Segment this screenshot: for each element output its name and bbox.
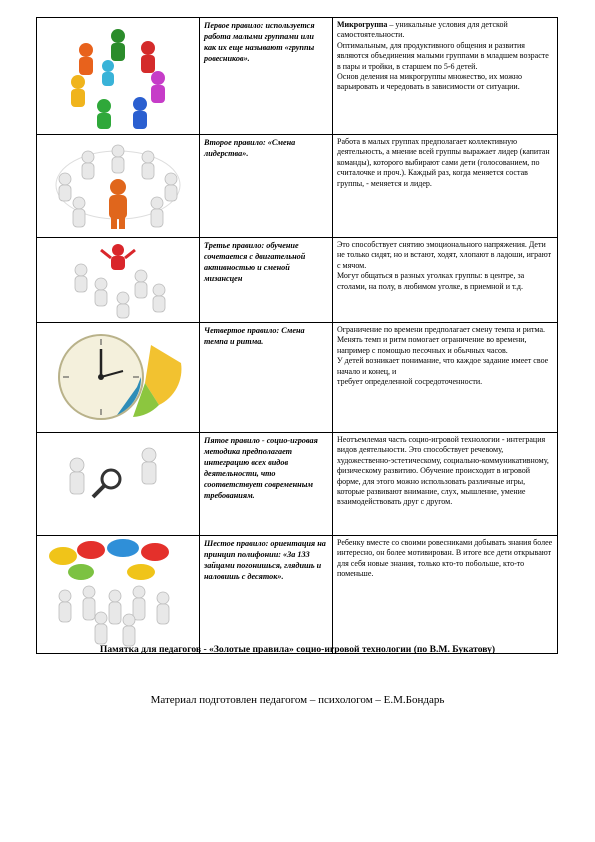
- rule-1-text: Первое правило: используется работа малыми группами или как их еще называют «группы ровесников».: [200, 18, 333, 135]
- rule-1-desc-line: – уникальные условия для детской самостоятельности.: [337, 20, 508, 40]
- author-footer: Материал подготовлен педагогом – психологом – Е.М.Бондарь: [150, 694, 445, 706]
- rule-4-text: Четвертое правило: Смена темпа и ритма.: [200, 323, 333, 433]
- table-row: [37, 238, 558, 323]
- rule-4-desc-line: требует определенной сосредоточенности.: [337, 376, 483, 386]
- rule-2-description: [333, 135, 558, 238]
- rule-3-description: [333, 238, 558, 323]
- rule-2-text: Второе правило: «Смена лидерства».: [200, 135, 333, 238]
- rule-5-desc-line: Неотъемлемая часть социо-игровой технологии - интеграция видов деятельности. Это способствует речевому, художественно-эстетическому, социально-коммуникативному, физическому развитию. Обучение происходит в игровой форме, для этого можно использовать различные игры, которые развивают внимание, слух, мышление, умение взаимодействовать друг с другом.: [337, 435, 549, 507]
- rule-1-desc-line: Основ деления на микрогруппы множество, их можно варьировать и чередовать в зависимости от ситуации.: [337, 71, 523, 92]
- rule-5-description: [333, 433, 558, 536]
- rule-6-description: [333, 536, 558, 654]
- table-row: [37, 18, 558, 135]
- sheet: [36, 17, 558, 654]
- talking-figures-speech-bubbles-image: [37, 536, 200, 654]
- rule-3-text: Третье правило: обучение сочетается с двигательной активностью и сменой мизансцен: [200, 238, 333, 323]
- table-row: [37, 135, 558, 238]
- rule-4-desc-line: Менять темп и ритм помогает ограничение во времени, например с помощью песочных и обычных часов.: [337, 335, 527, 355]
- table-row: [37, 433, 558, 536]
- rule-1-description: [333, 18, 558, 135]
- table-row: [37, 323, 558, 433]
- clock-pie-chart-image: [37, 323, 200, 433]
- jumping-figures-image: [37, 238, 200, 323]
- figures-with-magnifier-image: [37, 433, 200, 536]
- circle-of-colored-figures-image: [37, 18, 200, 135]
- table-caption: Памятка для педагогов - «Золотые правила» социо-игровой технологии (по В.М. Букатову): [99, 644, 496, 655]
- rule-3-desc-line: Это способствует снятию эмоционального напряжения. Дети не только сидят, но и встают, ходят, хлопают в ладоши, играют с мячом.: [337, 240, 552, 270]
- rule-4-desc-line: У детей возникает понимание, что каждое задание имеет свое начало и конец, и: [337, 356, 549, 376]
- rule-4-desc-line: Ограничение по времени предполагает смену темпа и ритма.: [337, 325, 546, 334]
- rule-6-desc-line: Ребенку вместе со своими ровесниками добывать знания более интересно, он более мотивирован. В итоге все дети открывают для себя новые знания, только кто-то побольше, кто-то поменьше.: [337, 538, 553, 579]
- rule-5-text: Пятое правило - социо-игровая методика предполагает интеграцию всех видов деятельности, что соответствует современным требованиям.: [200, 433, 333, 536]
- rule-6-text: Шестое правило: ориентация на принцип полифонии: «За 133 зайцами погонишься, глядишь и наловишь с десяток».: [200, 536, 333, 654]
- rule-1-keyword: Микрогруппа: [337, 20, 388, 29]
- rule-3-desc-line: Могут общаться в разных уголках группы: в центре, за столами, на полу, в любимом уголке, в приемной и т.д.: [337, 271, 525, 291]
- rule-4-description: [333, 323, 558, 433]
- table-row: [37, 536, 558, 654]
- rules-table: [36, 17, 558, 654]
- rule-1-desc-line: Оптимальным, для продуктивного общения и развития являются объединения малыми группами в младшем возрасте в пары и тройки, в старшем по 5-6 детей.: [337, 40, 549, 71]
- rule-2-desc-line: Работа в малых группах предполагает коллективную деятельность, а мнение всей группы выражает лидер (капитан команды), которого выбирают сами дети (голосованием, по считалочке и проч.). Каждый раз, когда меняется состав группы, - меняется и лидер.: [337, 137, 550, 188]
- leader-in-circle-image: [37, 135, 200, 238]
